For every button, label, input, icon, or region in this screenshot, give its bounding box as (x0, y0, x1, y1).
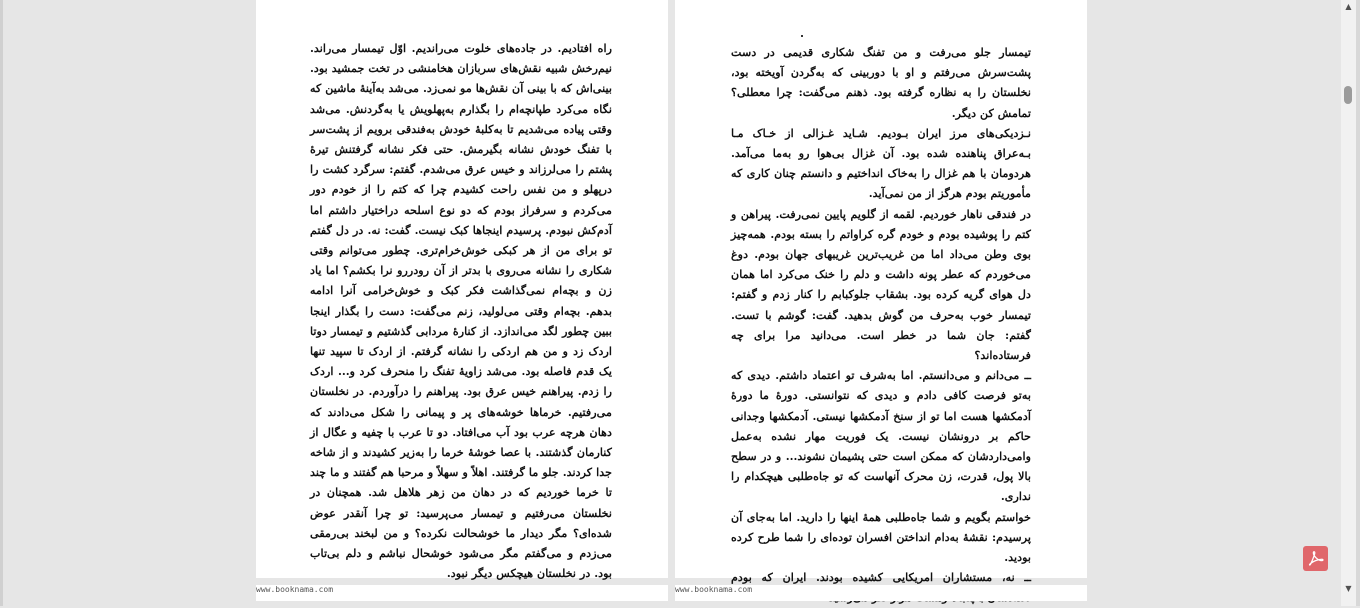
paragraph: ــ می‌دانم و می‌دانستم. اما به‌شرف تو اعتماد داشتم. دیدی که به‌تو فرصت کافی دادم و دیدی که نتوانستی. دورهٔ ما دورهٔ آدمکشها هست اما تو از سنخ آدمکشها نیستی. آدمکشها وجدانی حاکم بر درونشان نیست. یک فوریت مهار نشده به‌عمل وامی‌داردشان که ممکن است حتی پشیمان نشوند... و در سطح بالا پول، قدرت، زن محرک آنهاست که تو جاه‌طلبی هیچکدام را نداری. (731, 368, 1031, 504)
scroll-thumb[interactable] (1344, 86, 1352, 104)
paragraph: در فندقی ناهار خوردیم. لقمه از گلویم پایین نمی‌رفت. پیراهن و کتم را پوشیده بودم و خودم گره کراواتم را بسته بودم. همه‌چیز بوی وطن می‌داد اما من غریب‌ترین غریبهای جهان بودم. دوغ می‌خوردم که عطر پونه داشت و دلم را خنک می‌کرد اما همان دل هوای گریه کرده بود. بشقاب جلوکبابم را کنار زدم و گفتم: تیمسار خوب به‌حرف من گوش بدهید. گفت: گوشم با تست. گفتم: جان شما در خطر است. می‌دانید مرا برای چه فرستاده‌اند؟ (731, 206, 1031, 363)
page-mark (801, 35, 803, 37)
paragraph: تیمسار جلو می‌رفت و من تفنگ شکاری قدیمی در دست پشت‌سرش می‌رفتم و او با دوربینی که به‌گردن آویخته بود، نخلستان را به نظاره گرفته بود. ذهنم می‌گفت: چرا معطلی؟ تمامش کن دیگر. (731, 45, 1031, 120)
pdf-acrobat-icon (1307, 550, 1324, 567)
footer-url-right[interactable]: www.booknama.com (675, 585, 753, 594)
viewer-left-border (0, 0, 3, 606)
page-right (675, 0, 1087, 585)
paragraph: خواستم بگویم و شما جاه‌طلبی همهٔ اینها را دارید. اما به‌جای آن پرسیدم: نقشهٔ به‌دام انداختن افسران توده‌ای را شما طرح کرده بودید. (731, 509, 1031, 565)
next-page-left (256, 585, 668, 601)
paragraph: ــ نه، مستشاران امریکایی کشیده بودند. ایران که بودم (731, 570, 1031, 585)
page-left-text (310, 38, 612, 581)
viewer-right-border (1356, 0, 1360, 606)
scroll-down-icon[interactable]: ▼ (1345, 584, 1352, 593)
paragraph: نـزدیکی‌های مرز ایران بـودیم. شـاید غـزالی از خـاک مـا بـه‌عراق پناهنده شده بود. آن غزال بی‌هوا رو به‌ما می‌آمد. هردومان با هم غزال را به‌خاک انداختیم و دانستم چنان کاری که مأموریتم بودم هرگز از من نمی‌آید. (731, 125, 1031, 201)
vertical-scrollbar[interactable] (1341, 0, 1356, 606)
pdf-download-button[interactable] (1303, 546, 1328, 571)
page-left (256, 0, 668, 581)
next-page-right (675, 585, 1087, 601)
scroll-up-icon[interactable]: ▲ (1345, 2, 1352, 11)
paragraph: راه افتادیم. در جاده‌های خلوت می‌راندیم. اوّل تیمسار می‌راند. نیم‌رخش شبیه نقش‌های سربازان هخامنشی در تخت جمشید بود. بینی‌اش که با بینی آن نقش‌ها مو نمی‌زد. می‌شد به‌آینهٔ ماشین که نگاه می‌کرد طپانچه‌ام را بگذارم به‌پهلویش یا به‌گردنش. می‌شد وقتی پیاده می‌شدیم تا به‌کلبهٔ خودش به‌فندقی برویم از پشت‌سر با تفنگ خودش نشانه بگیرمش. حتی فکر نشانه گرفتنش تیرهٔ پشتم را می‌لرزاند و خیس عرق می‌شدم. گفتم: سرگرد کشت را درپهلو و من نفس راحت کشیدم چرا که کتم را از خودم دور می‌کردم و سرفراز بودم که دو نوع اسلحه دراختیار داشتم اما آدم‌کش نبودم. پرسیدم اینجاها کبک نیست. گفت: نه. در دل گفتم تو برای من از هر کبکی خوش‌خرام‌تری. چطور می‌توانم وقتی شکاری را نشانه می‌روی با بدتر از آن رودررو نرا بکشم؟ اما یاد زن و بچه‌ام نمی‌گذاشت فکر کبک و خوش‌خرامی آنرا ادامه بدهم. بچه‌ام وقتی می‌لولید، زنم می‌گفت: دست را بگذار اینجا ببین چطور لگد می‌اندازد. از کنارهٔ مردابی گذشتیم و تیمسار دوتا اردک زد و من هم اردکی را نشانه گرفتم. از اردک تا سپید تنها یک قدم فاصله بود. می‌شد زاویهٔ تفنگ را منحرف کرد و... اردک را زدم. پیراهنم خیس عرق بود. پیراهنم را درآوردم. در نخلستان می‌رفتیم. خرماها خوشه‌های پر و پیمانی را شکل می‌دادند که دهان هرچه عرب بود آب می‌افتاد. دو تا عرب با چفیه و عگال از کنارمان گذشتند. با عصا خوشهٔ خرما را به‌زیر کشیدند و از شاخه جدا کردند. جلو ما گرفتند. اهلاً و سهلاً و مرحبا هم گفتند و ما چند تا خرما خوردیم که در دهان من زهر هلاهل شد. همچنان در نخلستان می‌رفتیم و تیمسار می‌پرسید: تو چرا آنقدر عوض شده‌ای؟ مگر دیدار ما خوشحالت نکرده؟ و من لبخند بی‌رمقی می‌زدم و می‌گفتم مگر می‌شود خوشحال نباشم و دلم بی‌تاب بود. در نخلستان هیچکس دیگر نبود. (310, 41, 612, 581)
page-right-text (731, 42, 1031, 585)
footer-url-left[interactable]: www.booknama.com (256, 585, 334, 594)
